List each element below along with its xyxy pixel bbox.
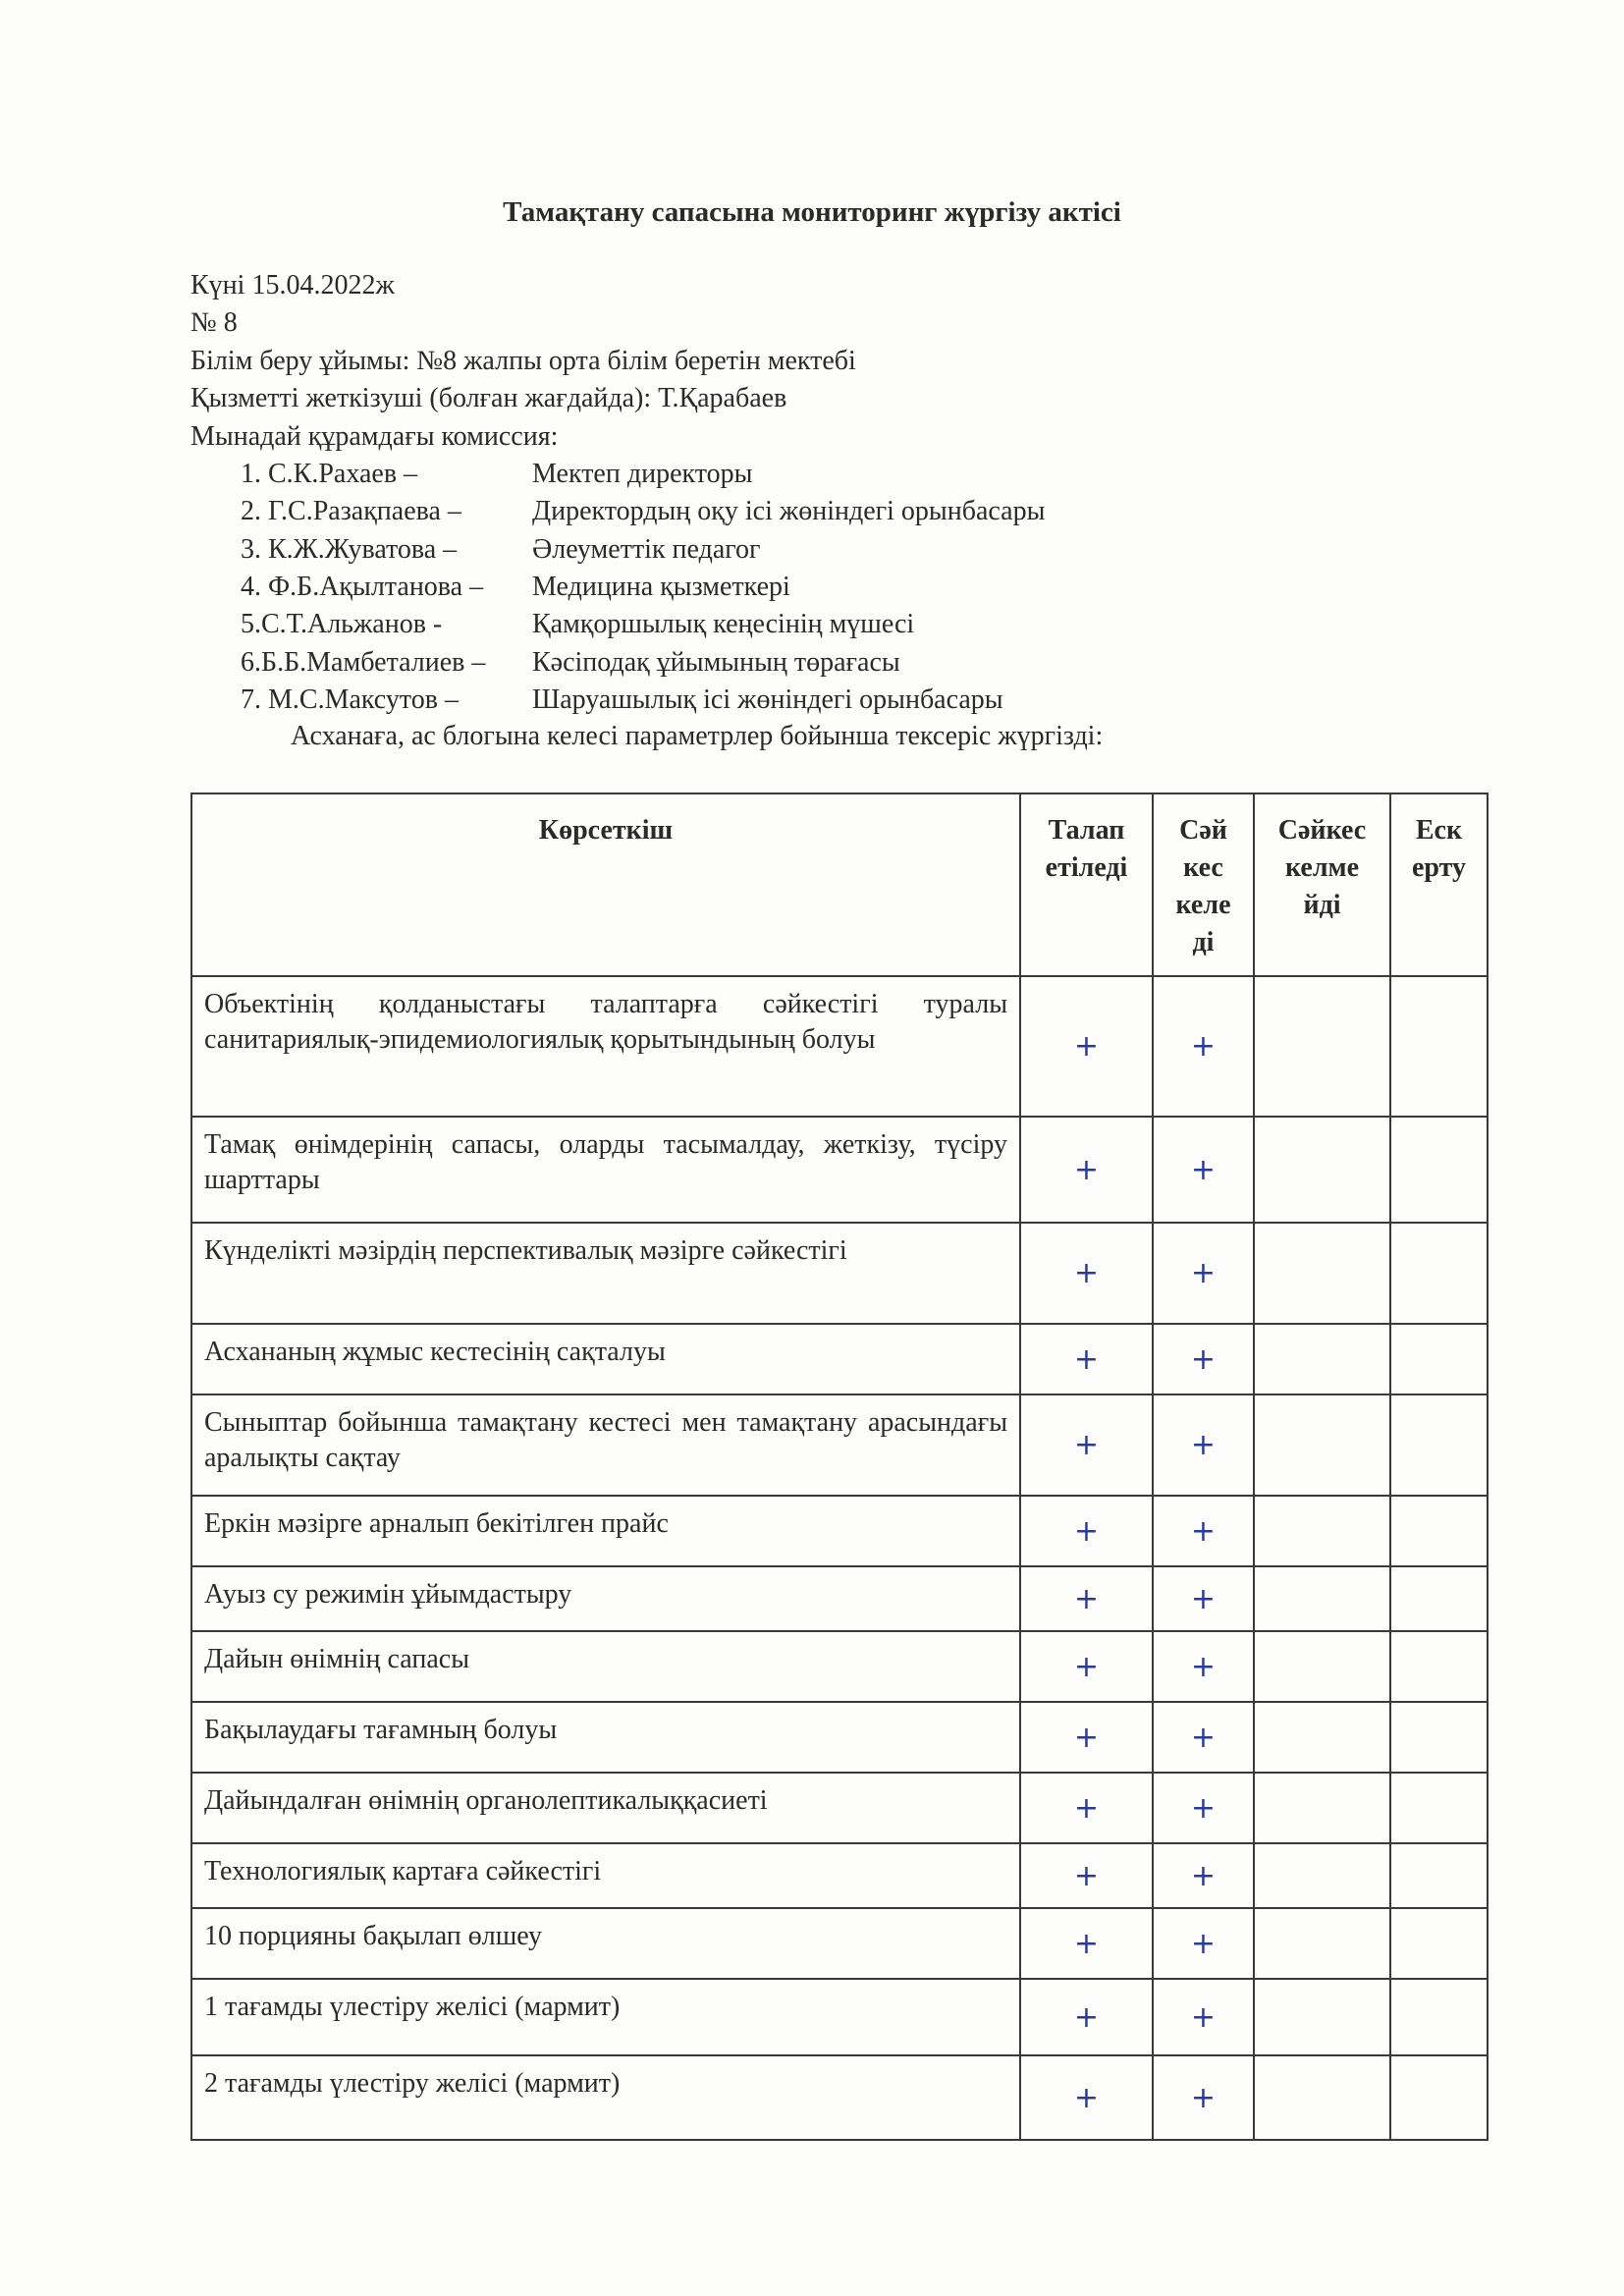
noncompliant-cell	[1254, 1223, 1390, 1324]
note-cell	[1390, 1702, 1488, 1773]
member-role: Медицина қызметкері	[532, 572, 790, 602]
indicator-cell: Ауыз су режимін ұйымдастыру	[191, 1566, 1020, 1631]
note-cell	[1390, 1223, 1488, 1324]
act-number: № 8	[190, 307, 238, 338]
compliant-mark: +	[1190, 1720, 1217, 1755]
inspection-intro: Асханаға, ас блогына келесі параметрлер бойынша тексеріс жүргізді:	[291, 721, 1104, 751]
noncompliant-cell	[1254, 1117, 1390, 1223]
member-role: Қамқоршылық кеңесінің мүшесі	[532, 609, 915, 639]
required-cell	[1020, 976, 1153, 1117]
compliant-cell	[1153, 1979, 1254, 2055]
indicator-cell: Асхананың жұмыс кестесінің сақталуы	[191, 1324, 1020, 1394]
member-role: Директордың оқу ісі жөніндегі орынбасары	[532, 496, 1046, 526]
required-mark: +	[1073, 1513, 1100, 1549]
note-cell	[1390, 1117, 1488, 1223]
note-cell	[1390, 1843, 1488, 1908]
compliant-mark: +	[1190, 1256, 1217, 1290]
indicator-cell: Күнделікті мәзірдің перспективалық мәзірге сәйкестігі	[191, 1223, 1020, 1324]
header-indicator: Көрсеткіш	[191, 793, 1020, 976]
table-row	[191, 1394, 1488, 1496]
table-row	[191, 1324, 1488, 1394]
required-cell	[1020, 1394, 1153, 1496]
organization-line: Білім беру ұйымы: №8 жалпы орта білім беретін мектебі	[190, 346, 856, 376]
note-cell	[1390, 1773, 1488, 1843]
compliant-cell	[1153, 976, 1254, 1117]
compliant-mark: +	[1190, 1926, 1217, 1961]
compliant-cell	[1153, 1496, 1254, 1566]
note-cell	[1390, 1496, 1488, 1566]
indicator-cell: 1 тағамды үлестіру желісі (мармит)	[191, 1979, 1020, 2055]
date-line: Күні 15.04.2022ж	[190, 270, 395, 301]
header-note: Еск ерту	[1390, 793, 1488, 976]
indicator-cell: Объектінің қолданыстағы талаптарға сәйкестігі туралы санитариялық-эпидемиологиялық қорытындының болуы	[191, 976, 1020, 1117]
compliant-cell	[1153, 1631, 1254, 1702]
indicator-cell: Тамақ өнімдерінің сапасы, оларды тасымалдау, жеткізу, түсіру шарттары	[191, 1117, 1020, 1223]
note-cell	[1390, 2055, 1488, 2140]
table-row	[191, 1843, 1488, 1908]
table-row	[191, 1631, 1488, 1702]
document-title: Тамақтану сапасына мониторинг жүргізу актісі	[503, 196, 1121, 228]
monitoring-table	[190, 793, 1489, 2141]
table-row	[191, 2055, 1488, 2140]
required-mark: +	[1073, 1256, 1100, 1290]
compliant-cell	[1153, 1702, 1254, 1773]
noncompliant-cell	[1254, 1631, 1390, 1702]
compliant-cell	[1153, 1117, 1254, 1223]
member-role: Мектеп директоры	[532, 459, 753, 489]
table-row	[191, 1566, 1488, 1631]
required-mark: +	[1073, 1152, 1100, 1187]
compliant-mark: +	[1190, 1581, 1217, 1616]
required-cell	[1020, 2055, 1153, 2140]
compliant-cell	[1153, 1223, 1254, 1324]
noncompliant-cell	[1254, 1908, 1390, 1979]
noncompliant-cell	[1254, 1394, 1390, 1496]
table-row	[191, 1496, 1488, 1566]
member-role: Шаруашылық ісі жөніндегі орынбасары	[532, 684, 1003, 715]
note-cell	[1390, 1566, 1488, 1631]
table-row	[191, 1702, 1488, 1773]
indicator-cell: 10 порцияны бақылап өлшеу	[191, 1908, 1020, 1979]
table-row	[191, 1117, 1488, 1223]
compliant-cell	[1153, 1566, 1254, 1631]
compliant-mark: +	[1190, 1152, 1217, 1187]
commission-label: Мынадай құрамдағы комиссия:	[190, 421, 559, 452]
supplier-line: Қызметті жеткізуші (болған жағдайда): Т.Қарабаев	[190, 383, 787, 413]
indicator-cell: Дайын өнімнің сапасы	[191, 1631, 1020, 1702]
note-cell	[1390, 1324, 1488, 1394]
required-mark: +	[1073, 1858, 1100, 1893]
compliant-mark: +	[1190, 1513, 1217, 1549]
compliant-mark: +	[1190, 1649, 1217, 1684]
table-row	[191, 1773, 1488, 1843]
indicator-cell: Бақылаудағы тағамның болуы	[191, 1702, 1020, 1773]
required-cell	[1020, 1908, 1153, 1979]
noncompliant-cell	[1254, 1979, 1390, 2055]
indicator-cell: Сыныптар бойынша тамақтану кестесі мен тамақтану арасындағы аралықты сақтау	[191, 1394, 1020, 1496]
indicator-cell: Дайындалған өнімнің органолептикалыққасиеті	[191, 1773, 1020, 1843]
compliant-cell	[1153, 1324, 1254, 1394]
compliant-cell	[1153, 1843, 1254, 1908]
required-cell	[1020, 1566, 1153, 1631]
table-row	[191, 1223, 1488, 1324]
header-required: Талап етіледі	[1020, 793, 1153, 976]
member-role: Әлеуметтік педагог	[532, 534, 761, 565]
compliant-cell	[1153, 1908, 1254, 1979]
noncompliant-cell	[1254, 1496, 1390, 1566]
table-row	[191, 976, 1488, 1117]
required-cell	[1020, 1702, 1153, 1773]
table-row	[191, 1979, 1488, 2055]
required-cell	[1020, 1773, 1153, 1843]
compliant-mark: +	[1190, 2080, 1217, 2115]
compliant-cell	[1153, 1773, 1254, 1843]
compliant-cell	[1153, 1394, 1254, 1496]
indicator-cell: 2 тағамды үлестіру желісі (мармит)	[191, 2055, 1020, 2140]
required-mark: +	[1073, 1926, 1100, 1961]
header-compliant: Сәй кес келе ді	[1153, 793, 1254, 976]
compliant-mark: +	[1190, 1999, 1217, 2035]
required-mark: +	[1073, 1999, 1100, 2035]
compliant-mark: +	[1190, 1428, 1217, 1462]
required-cell	[1020, 1843, 1153, 1908]
required-mark: +	[1073, 1790, 1100, 1826]
noncompliant-cell	[1254, 1566, 1390, 1631]
required-cell	[1020, 1631, 1153, 1702]
required-mark: +	[1073, 1341, 1100, 1377]
table-row	[191, 1908, 1488, 1979]
noncompliant-cell	[1254, 976, 1390, 1117]
required-cell	[1020, 1223, 1153, 1324]
compliant-mark: +	[1190, 1341, 1217, 1377]
required-cell	[1020, 1324, 1153, 1394]
note-cell	[1390, 1394, 1488, 1496]
compliant-cell	[1153, 2055, 1254, 2140]
required-cell	[1020, 1496, 1153, 1566]
required-mark: +	[1073, 1720, 1100, 1755]
indicator-cell: Технологиялық картаға сәйкестігі	[191, 1843, 1020, 1908]
required-cell	[1020, 1117, 1153, 1223]
indicator-cell: Еркін мәзірге арналып бекітілген прайс	[191, 1496, 1020, 1566]
note-cell	[1390, 976, 1488, 1117]
note-cell	[1390, 1908, 1488, 1979]
required-mark: +	[1073, 1649, 1100, 1684]
noncompliant-cell	[1254, 1702, 1390, 1773]
compliant-mark: +	[1190, 1029, 1217, 1064]
member-role: Кәсіподақ ұйымының төрағасы	[532, 647, 900, 678]
required-cell	[1020, 1979, 1153, 2055]
required-mark: +	[1073, 2080, 1100, 2115]
noncompliant-cell	[1254, 1773, 1390, 1843]
noncompliant-cell	[1254, 2055, 1390, 2140]
note-cell	[1390, 1979, 1488, 2055]
noncompliant-cell	[1254, 1843, 1390, 1908]
required-mark: +	[1073, 1428, 1100, 1462]
note-cell	[1390, 1631, 1488, 1702]
table-header-row	[191, 793, 1488, 976]
header-noncompliant: Сәйкес келме йді	[1254, 793, 1390, 976]
compliant-mark: +	[1190, 1858, 1217, 1893]
noncompliant-cell	[1254, 1324, 1390, 1394]
compliant-mark: +	[1190, 1790, 1217, 1826]
required-mark: +	[1073, 1029, 1100, 1064]
required-mark: +	[1073, 1581, 1100, 1616]
